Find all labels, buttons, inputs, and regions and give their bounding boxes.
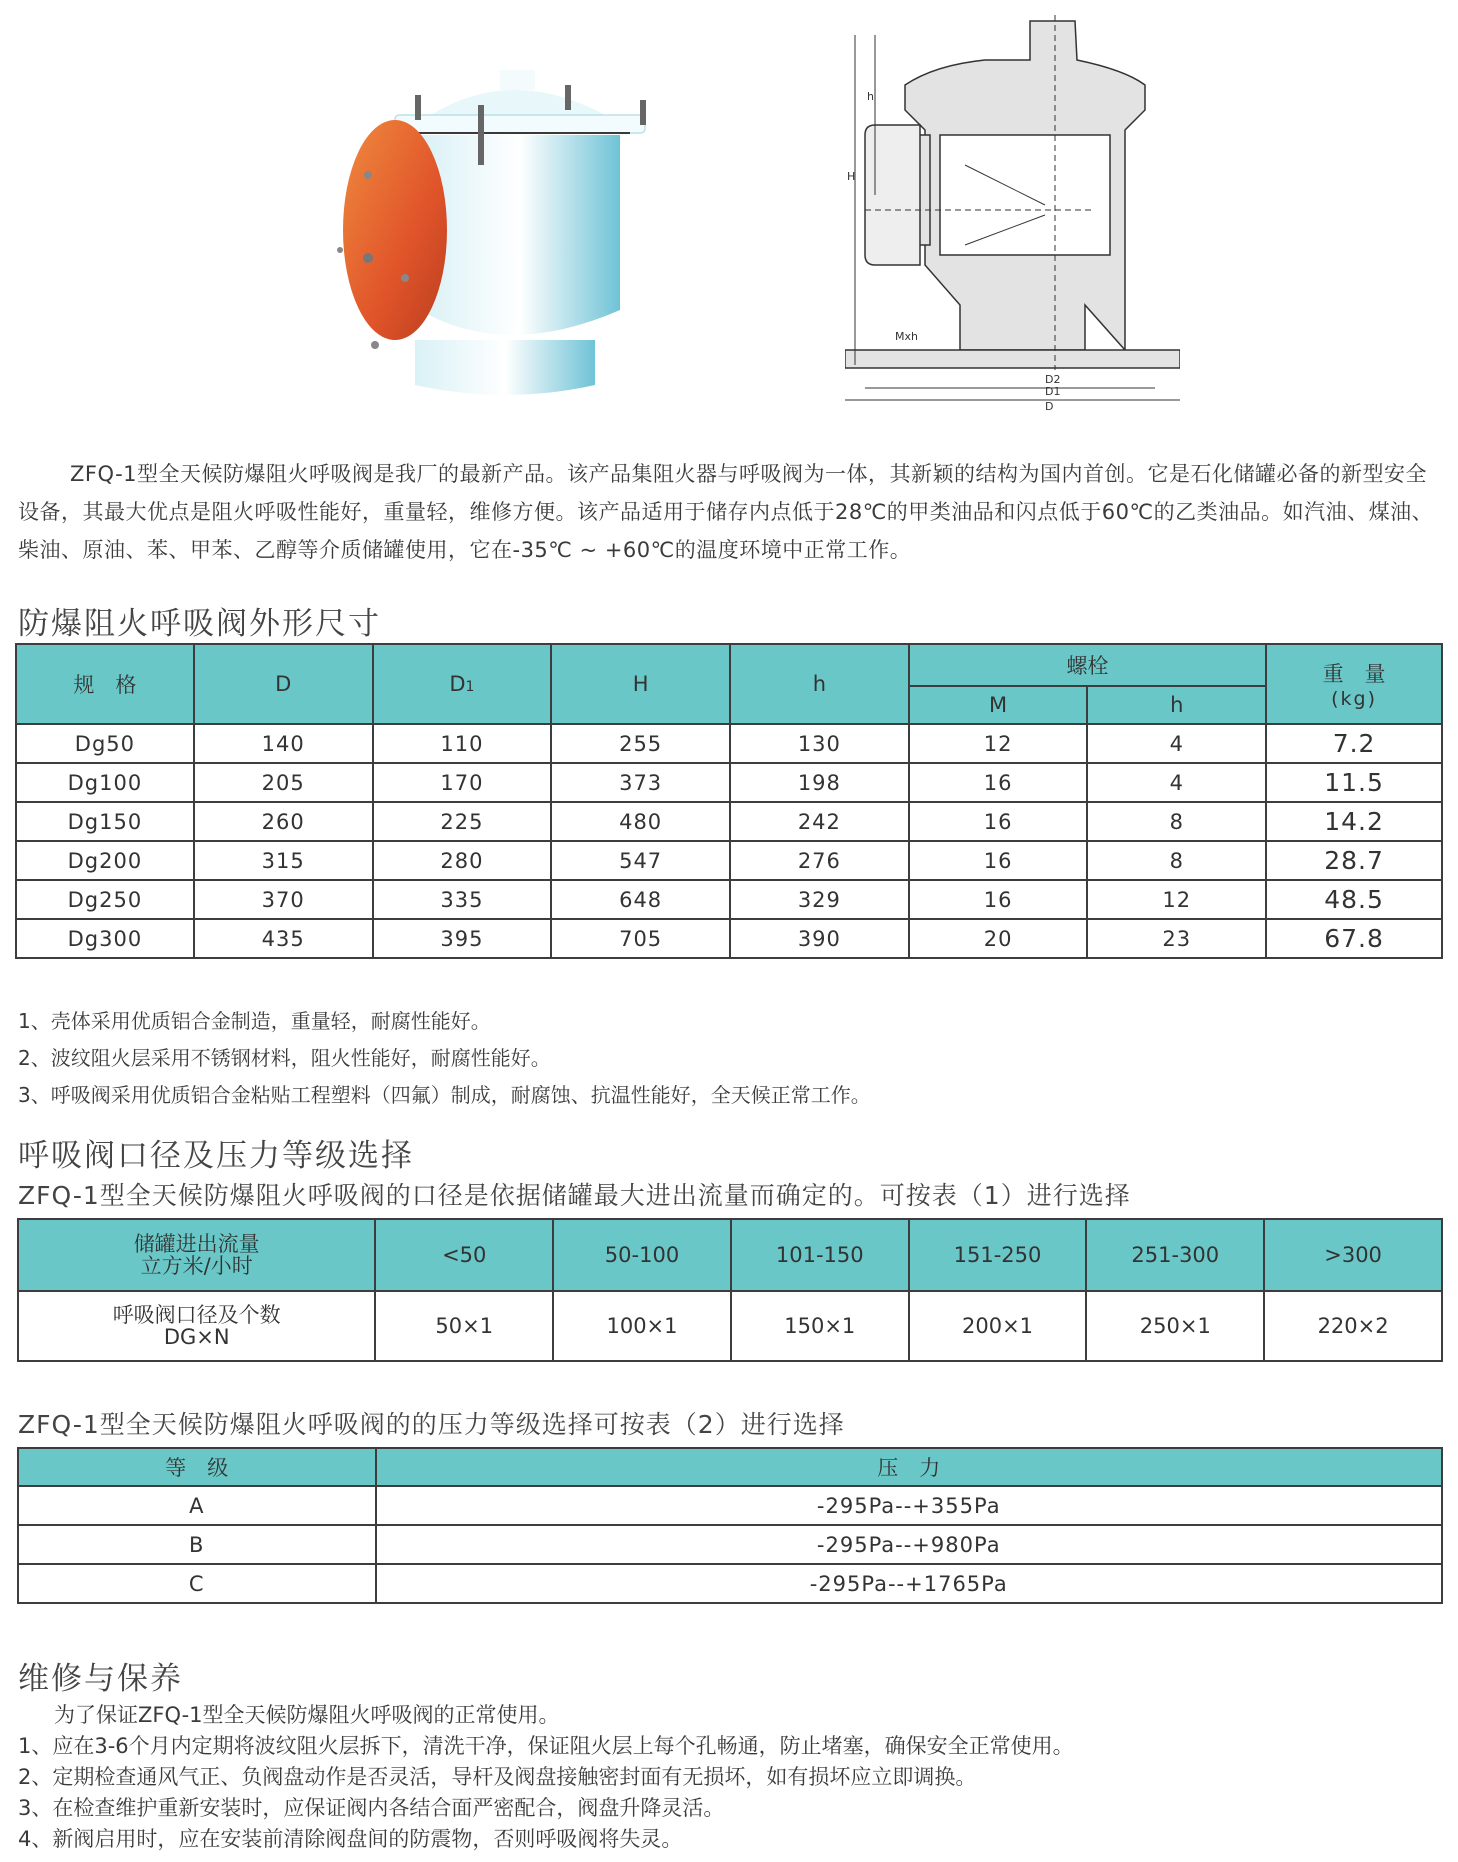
cell-h: 373: [551, 763, 730, 802]
cross-section-diagram: [845, 15, 1180, 415]
cell-d: 205: [194, 763, 373, 802]
maintenance-lead: 为了保证ZFQ-1型全天候防爆阻火呼吸阀的正常使用。: [54, 1703, 560, 1727]
cell-d1: 225: [373, 802, 552, 841]
feature-item: 3、呼吸阀采用优质铝合金粘贴工程塑料（四氟）制成，耐腐蚀、抗温性能好，全天候正常工作。: [18, 1083, 871, 1107]
maintenance-item: 2、定期检查通风气正、负阀盘动作是否灵活，导杆及阀盘接触密封面有无损坏，如有损坏应立即调换。: [18, 1765, 977, 1789]
cell-spec: Dg50: [16, 724, 194, 763]
cell-d: 435: [194, 919, 373, 958]
cell-m: 16: [909, 841, 1088, 880]
pressure-grade-table: [17, 1447, 1443, 1604]
cell-h: 480: [551, 802, 730, 841]
header-bolt-h: h: [1087, 686, 1266, 724]
table-row: [16, 841, 1442, 880]
valve-base: [415, 340, 595, 395]
size-value: 150×1: [731, 1291, 909, 1361]
cell-m: 20: [909, 919, 1088, 958]
feature-list: [18, 1003, 871, 1114]
dim-mxh-label: Mxh: [895, 330, 918, 343]
size-value: 250×1: [1086, 1291, 1264, 1361]
cell-bh: 4: [1087, 724, 1266, 763]
cell-pressure: -295Pa--+355Pa: [376, 1486, 1443, 1525]
cell-spec: Dg250: [16, 880, 194, 919]
cell-d: 260: [194, 802, 373, 841]
dimensions-table: [15, 643, 1443, 959]
cell-m: 16: [909, 802, 1088, 841]
pressure-caption: ZFQ-1型全天候防爆阻火呼吸阀的的压力等级选择可按表（2）进行选择: [18, 1410, 845, 1439]
table-row: [16, 724, 1442, 763]
cell-bh: 8: [1087, 802, 1266, 841]
header-H: H: [551, 644, 730, 724]
feature-item: 2、波纹阻火层采用不锈钢材料，阻火性能好，耐腐性能好。: [18, 1046, 551, 1070]
maintenance-title: 维修与保养: [18, 1661, 183, 1697]
cell-m: 16: [909, 880, 1088, 919]
cell-m: 12: [909, 724, 1088, 763]
product-photo: [320, 40, 690, 410]
cell-h: 648: [551, 880, 730, 919]
cell-d1: 395: [373, 919, 552, 958]
cell-weight: 67.8: [1266, 919, 1442, 958]
flow-value: >300: [1264, 1219, 1442, 1291]
size-value: 100×1: [553, 1291, 731, 1361]
cell-h: 255: [551, 724, 730, 763]
header-D1: D1: [373, 644, 552, 724]
header-grade: 等 级: [18, 1448, 376, 1486]
flow-value: 50-100: [553, 1219, 731, 1291]
intro-paragraph: ZFQ-1型全天候防爆阻火呼吸阀是我厂的最新产品。该产品集阻火器与呼吸阀为一体，其新颖的结构为国内首创。它是石化储罐必备的新型安全设备，其最大优点是阻火呼吸性能好，重量轻，维修方便。该产品适用于储存内点低于28℃的甲类油品和闪点低于60℃的乙类油品。如汽油、煤油、柴油、原油、苯、甲苯、乙醇等介质储罐使用，它在-35℃ ~ +60℃的温度环境中正常工作。: [18, 462, 1434, 562]
header-h: h: [730, 644, 909, 724]
cell-d1: 280: [373, 841, 552, 880]
flow-label-line1: 储罐进出流量: [133, 1232, 260, 1256]
header-D1-sub: 1: [465, 679, 475, 695]
cell-h: 705: [551, 919, 730, 958]
cell-h: 198: [730, 763, 909, 802]
cell-weight: 48.5: [1266, 880, 1442, 919]
dim-d2-label: D2: [1045, 373, 1061, 386]
cell-weight: 11.5: [1266, 763, 1442, 802]
dim-d-label: D: [1045, 400, 1054, 413]
flow-caption: ZFQ-1型全天候防爆阻火呼吸阀的口径是依据储罐最大进出流量而确定的。可按表（1）进行选择: [18, 1181, 1131, 1210]
dimensions-title: 防爆阻火呼吸阀外形尺寸: [18, 606, 381, 642]
cell-h: 329: [730, 880, 909, 919]
dim-d1-label: D1: [1045, 385, 1061, 398]
table-row: [18, 1486, 1442, 1525]
header-spec: 规 格: [16, 644, 194, 724]
flow-selection-table: [17, 1218, 1443, 1362]
cell-d1: 335: [373, 880, 552, 919]
dimensions-table-body: [16, 724, 1442, 958]
maintenance-item: 1、应在3-6个月内定期将波纹阻火层拆下，清洗干净，保证阻火层上每个孔畅通，防止堵塞，确保安全正常使用。: [18, 1734, 1074, 1758]
cell-bh: 12: [1087, 880, 1266, 919]
flow-value: 251-300: [1086, 1219, 1264, 1291]
table-row: [18, 1564, 1442, 1603]
cell-weight: 7.2: [1266, 724, 1442, 763]
cell-pressure: -295Pa--+980Pa: [376, 1525, 1443, 1564]
flow-value: 151-250: [909, 1219, 1087, 1291]
dim-h-label: h: [867, 90, 874, 103]
cell-spec: Dg200: [16, 841, 194, 880]
intro-text: [18, 455, 1443, 569]
maintenance-list: [18, 1700, 1074, 1855]
header-D: D: [194, 644, 373, 724]
table-row: [16, 919, 1442, 958]
cell-h: 276: [730, 841, 909, 880]
flow-value: <50: [375, 1219, 553, 1291]
table-row: [16, 880, 1442, 919]
cell-d1: 170: [373, 763, 552, 802]
table-row: [18, 1525, 1442, 1564]
cell-h: 390: [730, 919, 909, 958]
cell-bh: 8: [1087, 841, 1266, 880]
flow-label-line2: 立方米/小时: [140, 1254, 253, 1278]
feature-item: 1、壳体采用优质铝合金制造，重量轻，耐腐性能好。: [18, 1009, 491, 1033]
cell-spec: Dg300: [16, 919, 194, 958]
size-value: 200×1: [909, 1291, 1087, 1361]
cell-grade: C: [18, 1564, 376, 1603]
size-value: 220×2: [1264, 1291, 1442, 1361]
flow-value: 101-150: [731, 1219, 909, 1291]
maintenance-item: 3、在检查维护重新安装时，应保证阀内各结合面严密配合，阀盘升降灵活。: [18, 1796, 725, 1820]
cell-h: 547: [551, 841, 730, 880]
flow-row-label: [18, 1219, 375, 1291]
cell-spec: Dg100: [16, 763, 194, 802]
cell-grade: A: [18, 1486, 376, 1525]
cell-d: 370: [194, 880, 373, 919]
header-bolt-M: M: [909, 686, 1088, 724]
cell-pressure: -295Pa--+1765Pa: [376, 1564, 1443, 1603]
cell-weight: 28.7: [1266, 841, 1442, 880]
valve-housing: [845, 21, 1180, 368]
header-weight-unit: (kg): [1331, 688, 1378, 710]
size-row-label: [18, 1291, 375, 1361]
cell-d: 140: [194, 724, 373, 763]
header-pressure: 压 力: [376, 1448, 1443, 1486]
pressure-table-body: [18, 1486, 1442, 1603]
size-label-line1: 呼吸阀口径及个数: [112, 1303, 281, 1327]
cell-h: 130: [730, 724, 909, 763]
table-row: [16, 763, 1442, 802]
maintenance-item: 4、新阀启用时，应在安装前清除阀盘间的防震物，否则呼吸阀将失灵。: [18, 1827, 683, 1851]
cell-weight: 14.2: [1266, 802, 1442, 841]
header-weight: [1266, 644, 1442, 724]
cell-grade: B: [18, 1525, 376, 1564]
cell-spec: Dg150: [16, 802, 194, 841]
size-value: 50×1: [375, 1291, 553, 1361]
cell-d: 315: [194, 841, 373, 880]
selection-title: 呼吸阀口径及压力等级选择: [18, 1138, 414, 1174]
dim-H-label: H: [847, 170, 856, 183]
size-label-line2: DG×N: [163, 1325, 230, 1349]
header-bolt: 螺栓: [909, 644, 1266, 686]
cell-bh: 23: [1087, 919, 1266, 958]
table-row: [16, 802, 1442, 841]
header-weight-label: 重 量: [1322, 662, 1386, 686]
cell-d1: 110: [373, 724, 552, 763]
cell-bh: 4: [1087, 763, 1266, 802]
cell-m: 16: [909, 763, 1088, 802]
cell-h: 242: [730, 802, 909, 841]
